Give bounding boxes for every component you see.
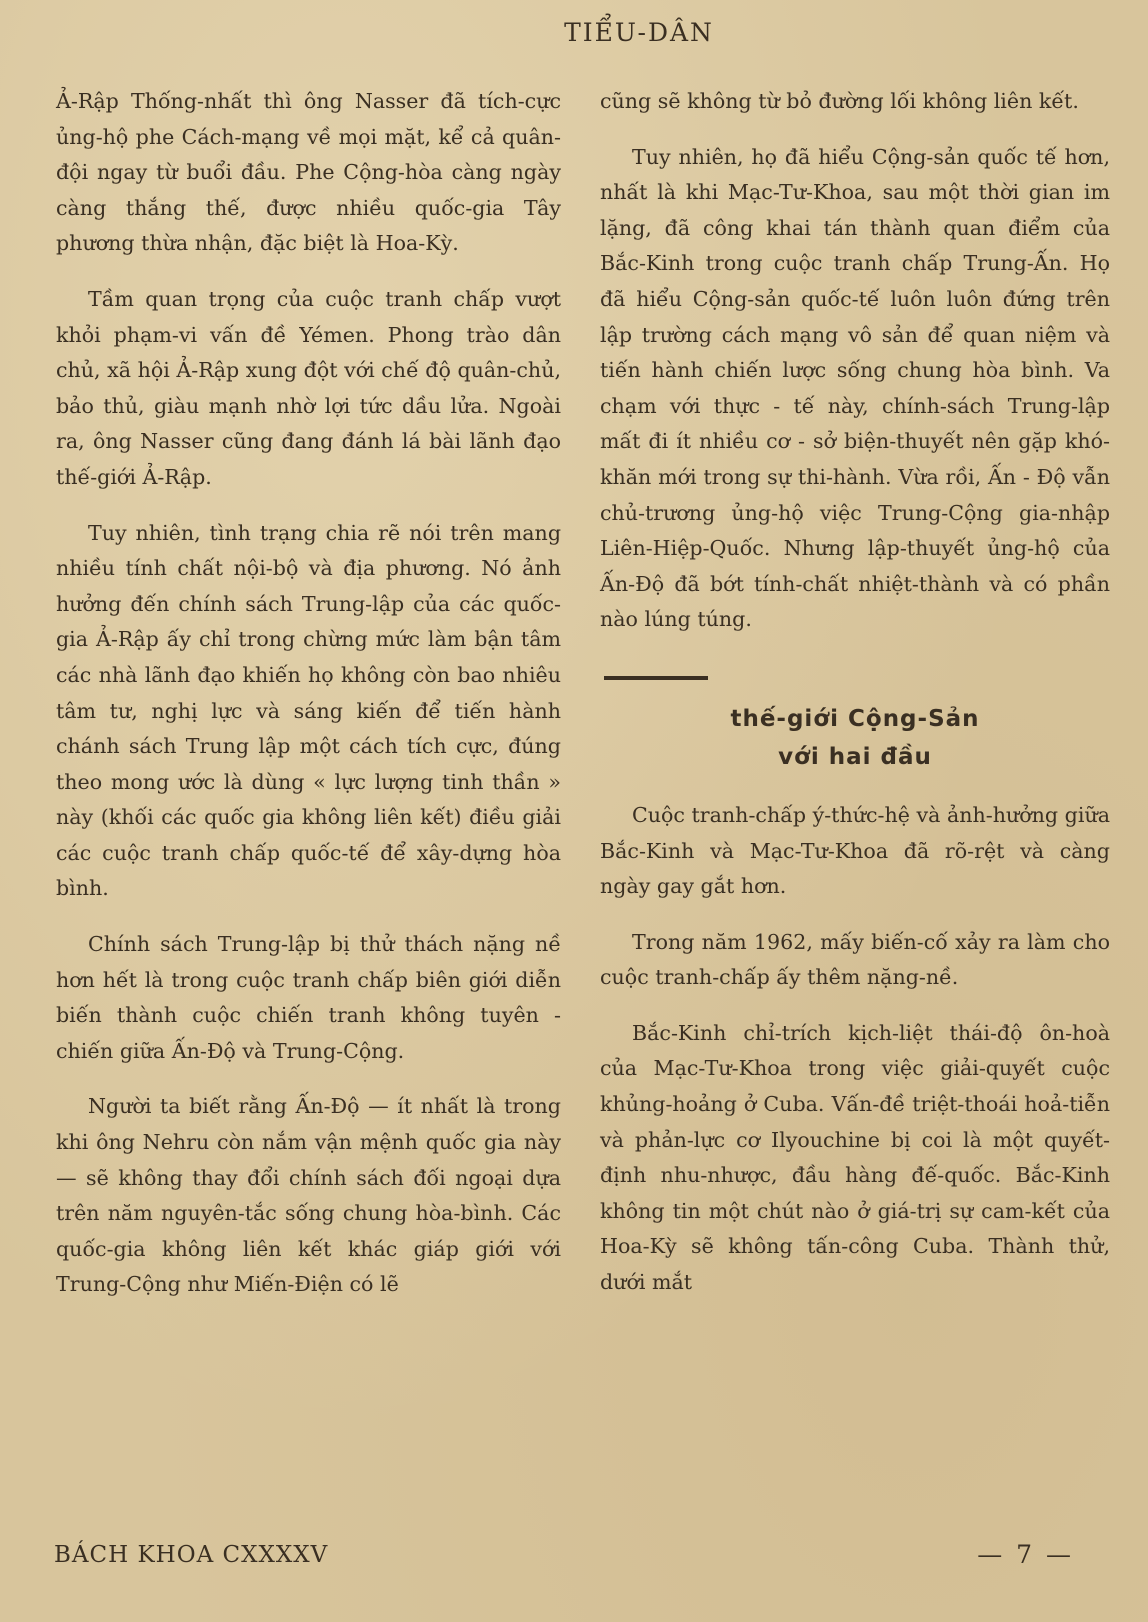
- paragraph: Tuy nhiên, tình trạng chia rẽ nói trên mang nhiều tính chất nội-bộ và địa phương. Nó ảnh hưởng đến chính sách Trung-lập của các quốc-gia Ả-Rập ấy chỉ trong chừng mức làm bận tâm các nhà lãnh đạo khiến họ không còn bao nhiêu tâm tư, nghị lực và sáng kiến để tiến hành chánh sách Trung lập một cách tích cực, đúng theo mong ước là dùng « lực lượng tinh thần » này (khối các quốc gia không liên kết) điều giải các cuộc tranh chấp quốc-tế để xây-dựng hòa bình.: [56, 520, 561, 901]
- paragraph: cũng sẽ không từ bỏ đường lối không liên kết.: [600, 89, 1079, 113]
- paragraph: Trong năm 1962, mấy biến-cố xảy ra làm cho cuộc tranh-chấp ấy thêm nặng-nề.: [600, 929, 1110, 990]
- section-heading: [600, 700, 1110, 776]
- section-heading-line: thế-giới Cộng-Sản: [730, 705, 980, 732]
- paragraph: Người ta biết rằng Ấn-Độ — ít nhất là trong khi ông Nehru còn nắm vận mệnh quốc gia này — sẽ không thay đổi chính sách đối ngoại dựa trên năm nguyên-tắc sống chung hòa-bình. Các quốc-gia không liên kết khác giáp giới với Trung-Cộng như Miến-Điện có lẽ: [56, 1094, 561, 1297]
- paragraph: Tầm quan trọng của cuộc tranh chấp vượt khỏi phạm-vi vấn đề Yémen. Phong trào dân chủ, xã hội Ả-Rập xung đột với chế độ quân-chủ, bảo thủ, giàu mạnh nhờ lợi tức dầu lửa. Ngoài ra, ông Nasser cũng đang đánh lá bài lãnh đạo thế-giới Ả-Rập.: [56, 286, 561, 489]
- paragraph: Tuy nhiên, họ đã hiểu Cộng-sản quốc tế hơn, nhất là khi Mạc-Tư-Khoa, sau một thời gian im lặng, đã công khai tán thành quan điểm của Bắc-Kinh trong cuộc tranh chấp Trung-Ấn. Họ đã hiểu Cộng-sản quốc-tế luôn luôn đứng trên lập trường cách mạng vô sản để quan niệm và tiến hành chiến lược sống chung hòa bình. Va chạm với thực - tế này, chính-sách Trung-lập mất đi ít nhiều cơ - sở biện-thuyết nên gặp khó-khăn mới trong sự thi-hành. Vừa rồi, Ấn - Độ vẫn chủ-trương ủng-hộ việc Trung-Cộng gia-nhập Liên-Hiệp-Quốc. Nhưng lập-thuyết ủng-hộ của Ấn-Độ đã bớt tính-chất nhiệt-thành và có phần nào lúng túng.: [600, 144, 1110, 632]
- footer-publication: BÁCH KHOA CXXXXV: [54, 1542, 329, 1568]
- paragraph: Bắc-Kinh chỉ-trích kịch-liệt thái-độ ôn-hoà của Mạc-Tư-Khoa trong việc giải-quyết cuộc khủng-hoảng ở Cuba. Vấn-đề triệt-thoái hoả-tiễn và phản-lực cơ Ilyouchine bị coi là một quyết-định nhu-nhược, đầu hàng đế-quốc. Bắc-Kinh không tin một chút nào ở giá-trị sự cam-kết của Hoa-Kỳ sẽ không tấn-công Cuba. Thành thử, dưới mắt: [600, 1020, 1110, 1295]
- paragraph: Cuộc tranh-chấp ý-thức-hệ và ảnh-hưởng giữa Bắc-Kinh và Mạc-Tư-Khoa đã rõ-rệt và càng ngày gay gắt hơn.: [600, 802, 1110, 899]
- section-heading-line: với hai đầu: [778, 743, 932, 770]
- right-column: [600, 84, 1110, 1321]
- running-head: TIỂU-DÂN: [564, 18, 714, 47]
- paragraph: Chính sách Trung-lập bị thử thách nặng nề hơn hết là trong cuộc tranh chấp biên giới diễn biến thành cuộc chiến tranh không tuyên - chiến giữa Ấn-Độ và Trung-Cộng.: [56, 932, 561, 1063]
- section-divider: [604, 676, 708, 680]
- paragraph: Ả-Rập Thống-nhất thì ông Nasser đã tích-cực ủng-hộ phe Cách-mạng về mọi mặt, kể cả quân-đội ngay từ buổi đầu. Phe Cộng-hòa càng ngày càng thắng thế, được nhiều quốc-gia Tây phương thừa nhận, đặc biệt là Hoa-Kỳ.: [56, 89, 561, 256]
- page-number: — 7 —: [977, 1540, 1074, 1569]
- left-column: [56, 84, 561, 1323]
